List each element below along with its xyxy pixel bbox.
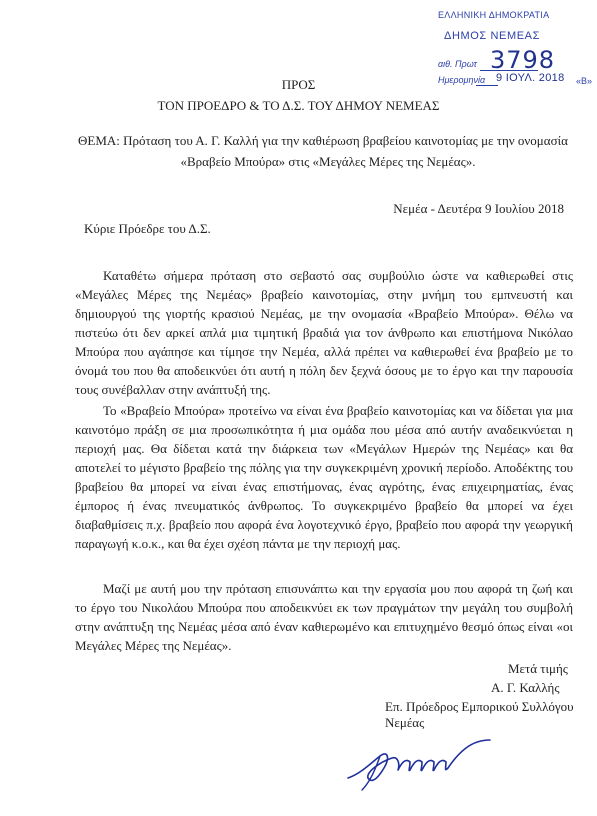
- closing-name: Α. Γ. Καλλής: [491, 680, 560, 695]
- stamp-line-municipality: ΔΗΜΟΣ ΝΕΜΕΑΣ: [444, 30, 540, 42]
- stamp-protocol-label: αιθ. Πρωτ: [438, 59, 477, 69]
- stamp-date-value: 9 ΙΟΥΛ. 2018: [496, 72, 565, 84]
- closing-title: Επ. Πρόεδρος Εμπορικού Συλλόγου Νεμέας: [385, 699, 574, 730]
- stamp-date-label: Ημερομηνία: [438, 75, 486, 85]
- body-paragraph-3: Μαζί με αυτή μου την πρόταση επισυνάπτω και την εργασία μου που αφορά τη ζωή και το έργο του Νικολάου Μπούρα που αποδεικνύει εκ των πραγμάτων την μεγάλη του συμβολή στην ανάπτυξη της Νεμέας μέσα από έναν καθιερωμένο και επιτυχημένο θεσμό όπως είναι «οι Μεγάλες Μέρες της Νεμέας».: [75, 581, 573, 653]
- body-paragraph-1: Καταθέτω σήμερα πρόταση στο σεβαστό σας συμβούλιο ώστε να καθιερωθεί στις «Μεγάλες Μέρες της Νεμέας» βραβείο καινοτομίας, στην μνήμη του εμπνευστή και δημιουργού της γιορτής κρασιού Νεμέας, με την ονομασία «Βραβείο Μπούρα». Θέλω να πιστεύω ότι δεν αρκεί απλά μια τιμητική βραδιά για τον άνθρωπο και επιστήμονα Νικόλαο Μπούρα που αγάπησε και τίμησε την Νεμέα, αλλά πρέπει να καθιερωθεί ένα βραβείο με το όνομά του που θα αποδεικνύει ότι αυτή η πόλη δεν ξεχνά όσους με το έργο και την παρουσία τους συνέβαλλαν στην ανάπτυξή της.: [75, 268, 573, 397]
- stamp-mark: «Β»: [576, 76, 593, 86]
- stamp-underline: [480, 70, 538, 71]
- subject-line-2: «Βραβείο Μπούρα» στις «Μεγάλες Μέρες της Νεμέας».: [180, 154, 476, 169]
- closing-regards: Μετά τιμής: [508, 661, 568, 676]
- stamp-protocol-number: 3798: [490, 46, 556, 74]
- subject-line-1: ΘΕΜΑ: Πρόταση του Α. Γ. Καλλή για την καθιέρωση βραβείου καινοτομίας με την ονομασία: [78, 133, 568, 148]
- subject: [78, 130, 578, 172]
- salutation: Κύριε Πρόεδρε του Δ.Σ.: [84, 221, 211, 236]
- place-date: Νεμέα - Δευτέρα 9 Ιουλίου 2018: [393, 201, 564, 216]
- handwritten-signature: [340, 734, 500, 794]
- stamp-line-republic: ΕΛΛΗΝΙΚΗ ΔΗΜΟΚΡΑΤΙΑ: [438, 10, 550, 20]
- recipient-line-1: ΠΡΟΣ: [281, 77, 316, 92]
- recipient-line-2: ΤΟΝ ΠΡΟΕΔΡΟ & ΤΟ Δ.Σ. ΤΟΥ ΔΗΜΟΥ ΝΕΜΕΑΣ: [157, 98, 440, 113]
- body-paragraph-2: Το «Βραβείο Μπούρα» προτείνω να είναι ένα βραβείο καινοτομίας και να δίδεται για μια καινοτόμο πράξη σε μια προσωπικότητα ή μια ομάδα που μέσα από αυτήν αναδεικνύεται η περιοχή μας. Θα δίδεται κατά την διάρκεια των «Μεγάλων Ημερών της Νεμέας» και θα αποτελεί το μέγιστο βραβείο της πόλης για την συγκεκριμένη χρονική περίοδο. Αποδέκτης του βραβείου θα μπορεί να είναι ένας επιστήμονας, ένας αγρότης, ένας επιχειρηματίας, ένας έμπορος ή ένας πνευματικός άνθρωπος. Το συγκεκριμένο βραβείο θα μπορεί να έχει διαβαθμίσεις π.χ. βραβείο που αφορά ένα λογοτεχνικό έργο, βραβείο που αφορά την γεωργική παραγωγή κ.ο.κ., και θα έχει σχέση πάντα με την περιοχή μας.: [75, 403, 573, 551]
- protocol-stamp: [424, 8, 593, 86]
